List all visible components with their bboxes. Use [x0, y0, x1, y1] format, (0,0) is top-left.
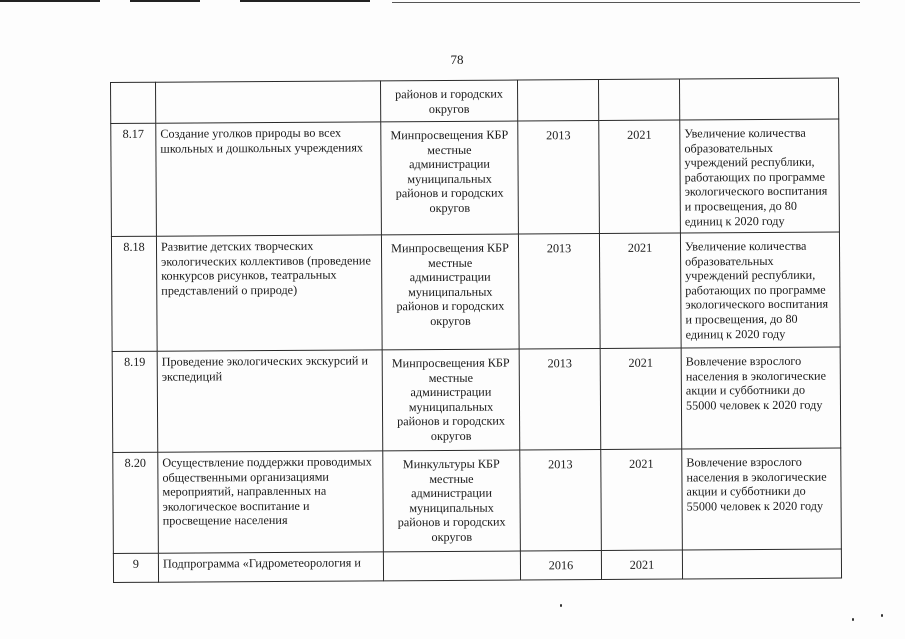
- scan-speck: [881, 614, 883, 617]
- table-row: [111, 119, 840, 236]
- expected-result-cell: Увеличение количества образовательных учреждений республики, работающих по программе экологического воспитания и просвещения, до 80 единиц к 2020 году: [680, 119, 840, 233]
- expected-result-cell: Увеличение количества образовательных учреждений республики, работающих по программе экологического воспитания и просвещения, до 80 единиц к 2020 году: [680, 232, 840, 348]
- executor-cell: Минпросвещения КБР местные администрации муниципальных районов и городских округов: [381, 234, 519, 350]
- table-row: [112, 347, 841, 452]
- activity-name-cell: Осуществление поддержки проводимых общественными организациями мероприятий, направленных на экологическое воспитание и просвещение населения: [158, 451, 384, 553]
- page-number: 78: [450, 52, 464, 67]
- executor-cell: районов и городских округов: [380, 80, 517, 122]
- top-rule-segment: [130, 0, 200, 2]
- end-year-cell: 2021: [601, 449, 683, 550]
- row-number-cell: 8.18: [111, 236, 157, 351]
- row-number-cell: [111, 82, 156, 123]
- end-year-cell: 2021: [599, 120, 681, 233]
- table-row: [113, 448, 842, 553]
- executor-cell: [383, 551, 520, 581]
- start-year-cell: 2013: [518, 121, 600, 234]
- row-number-cell: 8.20: [113, 452, 159, 553]
- executor-cell: Минпросвещения КБР местные администрации муниципальных районов и городских округов: [381, 121, 519, 235]
- end-year-cell: [598, 79, 679, 120]
- row-number-cell: 8.19: [112, 351, 158, 452]
- expected-result-cell: Вовлечение взрослого населения в экологические акции и субботники до 55000 человек к 2020 году: [681, 347, 841, 449]
- start-year-cell: 2013: [519, 349, 601, 450]
- row-number-cell: 9: [113, 553, 158, 582]
- scan-speck: [852, 618, 854, 621]
- expected-result-cell: [682, 549, 841, 579]
- activity-name-cell: [156, 81, 381, 123]
- executor-cell: Минкультуры КБР местные администрации муниципальных районов и городских округов: [383, 450, 521, 552]
- expected-result-cell: Вовлечение взрослого населения в экологические акции и субботники до 55000 человек к 2020 году: [682, 448, 842, 550]
- top-rule-segment: [0, 0, 100, 2]
- end-year-cell: 2021: [601, 550, 682, 579]
- start-year-cell: 2013: [520, 450, 602, 551]
- table-row: [113, 549, 841, 582]
- expected-result-cell: [679, 78, 838, 120]
- scan-speck: [560, 604, 562, 607]
- executor-cell: Минпросвещения КБР местные администрации муниципальных районов и городских округов: [382, 349, 520, 451]
- start-year-cell: 2013: [518, 234, 600, 349]
- start-year-cell: [517, 80, 598, 121]
- top-rule-segment: [392, 2, 860, 3]
- table-row: [111, 78, 839, 123]
- activity-name-cell: Подпрограмма «Гидрометеорология и: [158, 552, 383, 582]
- activity-name-cell: Развитие детских творческих экологических коллективов (проведение конкурсов рисунков, театральных представлений о природе): [156, 235, 382, 351]
- end-year-cell: 2021: [600, 348, 682, 449]
- activity-name-cell: Проведение экологических экскурсий и экспедиций: [157, 350, 383, 452]
- row-number-cell: 8.17: [111, 123, 157, 236]
- top-rule-segment: [240, 0, 370, 2]
- start-year-cell: 2016: [520, 551, 601, 580]
- end-year-cell: 2021: [599, 233, 681, 348]
- table-row: [111, 232, 840, 351]
- program-activities-table: [110, 78, 842, 583]
- activity-name-cell: Создание уголков природы во всех школьных и дошкольных учреждениях: [156, 122, 382, 236]
